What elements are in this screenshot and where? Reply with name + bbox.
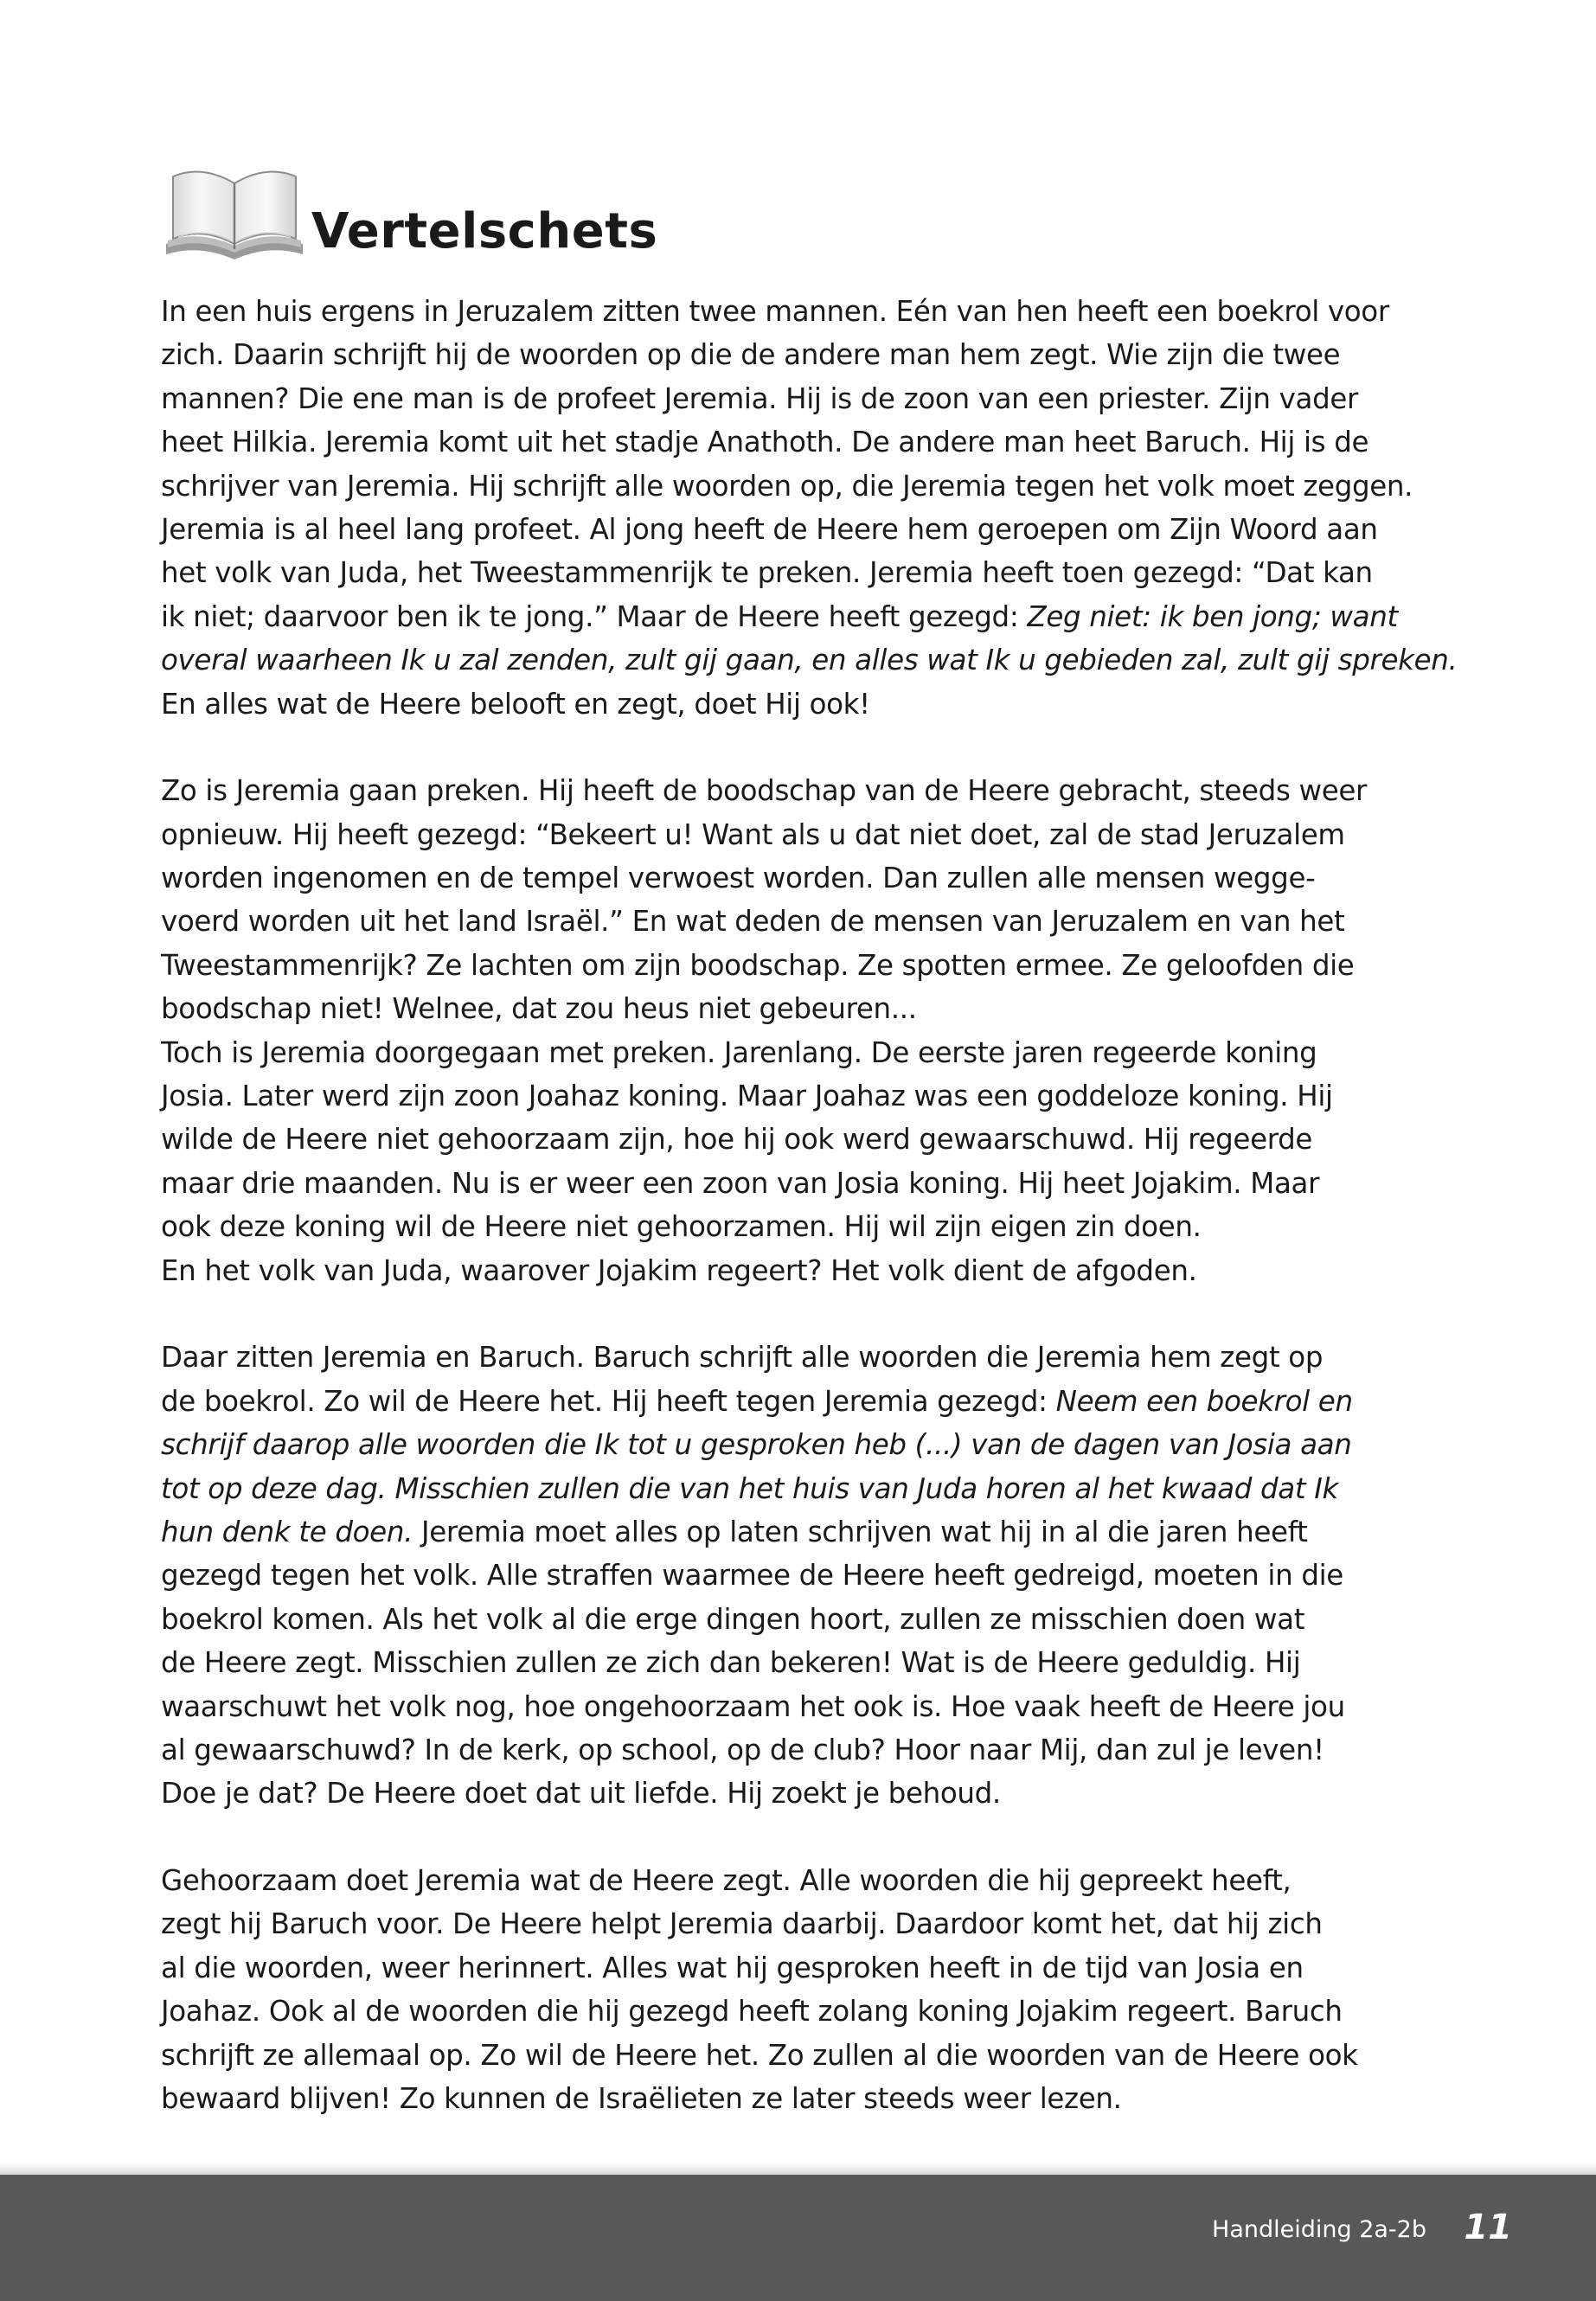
text-segment: schrijver van Jeremia. Hij schrijft alle woorden op, die Jeremia tegen het volk moet zeggen. xyxy=(161,469,1413,503)
text-line xyxy=(161,856,1450,900)
text-line xyxy=(161,1380,1450,1423)
scripture-quote: tot op deze dag. Misschien zullen die van het huis van Juda horen al het kwaad dat Ik xyxy=(161,1471,1338,1505)
paragraph-spacer xyxy=(161,1292,1450,1336)
text-line xyxy=(161,2034,1450,2077)
scripture-quote: Zeg niet: ik ben jong; want xyxy=(1027,599,1398,633)
paragraph xyxy=(161,769,1450,1292)
text-segment: de boekrol. Zo wil de Heere het. Hij heeft tegen Jeremia gezegd: xyxy=(161,1384,1056,1418)
paragraph xyxy=(161,290,1458,726)
text-segment: boodschap niet! Welnee, dat zou heus niet gebeuren... xyxy=(161,992,917,1026)
text-segment: bewaard blijven! Zo kunnen de Israëlieten ze later steeds weer lezen. xyxy=(161,2082,1122,2116)
text-line xyxy=(161,1902,1450,1945)
text-line xyxy=(161,551,1450,594)
text-line xyxy=(161,1728,1450,1772)
text-line xyxy=(161,1249,1450,1292)
text-line xyxy=(161,1423,1450,1466)
text-segment: Doe je dat? De Heere doet dat uit liefde. Hij zoekt je behoud. xyxy=(161,1777,1001,1811)
text-line xyxy=(161,508,1450,551)
section-header xyxy=(161,149,657,270)
paragraph xyxy=(161,1859,1450,2120)
text-line xyxy=(161,1641,1450,1684)
text-segment: Daar zitten Jeremia en Baruch. Baruch schrijft alle woorden die Jeremia hem zegt op xyxy=(161,1341,1324,1375)
text-line xyxy=(161,1554,1450,1597)
text-line xyxy=(161,1772,1450,1815)
page-title: Vertelschets xyxy=(311,203,658,260)
text-line xyxy=(161,1946,1450,1990)
text-line xyxy=(161,420,1450,464)
text-line xyxy=(161,944,1450,987)
text-line xyxy=(161,1598,1450,1641)
text-line xyxy=(161,377,1450,420)
text-segment: Joahaz. Ook al de woorden die hij gezegd heeft zolang koning Jojakim regeert. Baruch xyxy=(161,1995,1343,2029)
text-segment: maar drie maanden. Nu is er weer een zoon van Josia koning. Hij heet Jojakim. Maar xyxy=(161,1166,1320,1200)
text-line xyxy=(161,813,1450,856)
text-line xyxy=(161,769,1450,812)
text-segment: En het volk van Juda, waarover Jojakim regeert? Het volk dient de afgoden. xyxy=(161,1253,1197,1287)
text-segment: opnieuw. Hij heeft gezegd: “Bekeert u! Want als u dat niet doet, zal de stad Jeruzalem xyxy=(161,817,1345,851)
text-line xyxy=(161,1205,1450,1248)
text-segment: boekrol komen. Als het volk al die erge dingen hoort, zullen ze misschien doen wat xyxy=(161,1602,1305,1636)
scripture-quote: Neem een boekrol en xyxy=(1055,1384,1353,1418)
text-segment: al die woorden, weer herinnert. Alles wat hij gesproken heeft in de tijd van Josia en xyxy=(161,1951,1304,1984)
text-line xyxy=(161,595,1450,638)
text-line xyxy=(161,987,1450,1030)
text-segment: Gehoorzaam doet Jeremia wat de Heere zegt. Alle woorden die hij gepreekt heeft, xyxy=(161,1864,1292,1898)
text-line xyxy=(161,1162,1450,1205)
text-line xyxy=(161,638,1458,682)
text-line xyxy=(161,1031,1450,1074)
text-segment: al gewaarschuwd? In de kerk, op school, op de club? Hoor naar Mij, dan zul je leven! xyxy=(161,1733,1324,1766)
text-segment: wilde de Heere niet gehoorzaam zijn, hoe hij ook werd gewaarschuwd. Hij regeerde xyxy=(161,1123,1313,1157)
text-segment: Zo is Jeremia gaan preken. Hij heeft de boodschap van de Heere gebracht, steeds weer xyxy=(161,774,1368,808)
text-segment: zich. Daarin schrijft hij de woorden op die de andere man hem zegt. Wie zijn die twee xyxy=(161,338,1341,372)
open-book-icon xyxy=(161,157,308,270)
page-number: 11 xyxy=(1464,2208,1512,2247)
text-segment: gezegd tegen het volk. Alle straffen waarmee de Heere heeft gedreigd, moeten in die xyxy=(161,1559,1343,1593)
text-segment: Jeremia is al heel lang profeet. Al jong heeft de Heere hem geroepen om Zijn Woord aan xyxy=(161,512,1378,546)
scripture-quote: overal waarheen Ik u zal zenden, zult gij gaan, en alles wat Ik u gebieden zal, zult gij spreken. xyxy=(161,644,1458,677)
text-segment: Toch is Jeremia doorgegaan met preken. Jarenlang. De eerste jaren regeerde koning xyxy=(161,1035,1317,1069)
text-segment: mannen? Die ene man is de profeet Jeremia. Hij is de zoon van een priester. Zijn vader xyxy=(161,381,1358,415)
scripture-quote: schrijf daarop alle woorden die Ik tot u gesproken heb (...) van de dagen van Josia aan xyxy=(161,1428,1352,1462)
text-line xyxy=(161,1467,1450,1510)
text-line xyxy=(161,333,1450,376)
text-segment: Josia. Later werd zijn zoon Joahaz koning. Maar Joahaz was een goddeloze koning. Hij xyxy=(161,1080,1333,1113)
text-segment: voerd worden uit het land Israël.” En wat deden de mensen van Jeruzalem en van het xyxy=(161,905,1345,939)
paragraph xyxy=(161,1336,1450,1815)
scripture-quote: hun denk te doen. xyxy=(161,1515,413,1548)
text-segment: worden ingenomen en de tempel verwoest worden. Dan zullen alle mensen wegge- xyxy=(161,862,1316,895)
text-line xyxy=(161,900,1450,943)
text-segment: ik niet; daarvoor ben ik te jong.” Maar de Heere heeft gezegd: xyxy=(161,599,1028,633)
text-line xyxy=(161,1336,1450,1379)
text-segment: Tweestammenrijk? Ze lachten om zijn boodschap. Ze spotten ermee. Ze geloofden die xyxy=(161,948,1355,982)
text-line xyxy=(161,465,1450,508)
text-segment: In een huis ergens in Jeruzalem zitten twee mannen. Eén van hen heeft een boekrol voor xyxy=(161,295,1389,328)
text-segment: Jeremia moet alles op laten schrijven wat hij in al die jaren heeft xyxy=(413,1515,1308,1548)
story-text xyxy=(161,290,1458,2120)
paragraph-spacer xyxy=(161,1816,1450,1859)
text-line xyxy=(161,1685,1450,1728)
text-segment: ook deze koning wil de Heere niet gehoorzamen. Hij wil zijn eigen zin doen. xyxy=(161,1210,1202,1244)
text-line xyxy=(161,1510,1450,1554)
text-segment: schrijft ze allemaal op. Zo wil de Heere het. Zo zullen al die woorden van de Heere ook xyxy=(161,2038,1358,2072)
text-line xyxy=(161,2077,1450,2120)
text-segment: zegt hij Baruch voor. De Heere helpt Jeremia daarbij. Daardoor komt het, dat hij zich xyxy=(161,1907,1323,1941)
text-segment: het volk van Juda, het Tweestammenrijk te preken. Jeremia heeft toen gezegd: “Dat kan xyxy=(161,556,1373,590)
text-line xyxy=(161,1118,1450,1161)
text-line xyxy=(161,1990,1450,2033)
text-line xyxy=(161,290,1450,333)
text-segment: heet Hilkia. Jeremia komt uit het stadje Anathoth. De andere man heet Baruch. Hij is de xyxy=(161,426,1369,459)
text-segment: de Heere zegt. Misschien zullen ze zich dan bekeren! Wat is de Heere geduldig. Hij xyxy=(161,1646,1301,1680)
text-line xyxy=(161,1074,1450,1118)
text-line xyxy=(161,1859,1450,1902)
text-segment: waarschuwt het volk nog, hoe ongehoorzaam het ook is. Hoe vaak heeft de Heere jou xyxy=(161,1689,1345,1723)
footer-label: Handleiding 2a-2b xyxy=(1212,2216,1426,2243)
text-segment: En alles wat de Heere belooft en zegt, doet Hij ook! xyxy=(161,687,870,721)
text-line xyxy=(161,683,1450,726)
paragraph-spacer xyxy=(161,726,1450,769)
